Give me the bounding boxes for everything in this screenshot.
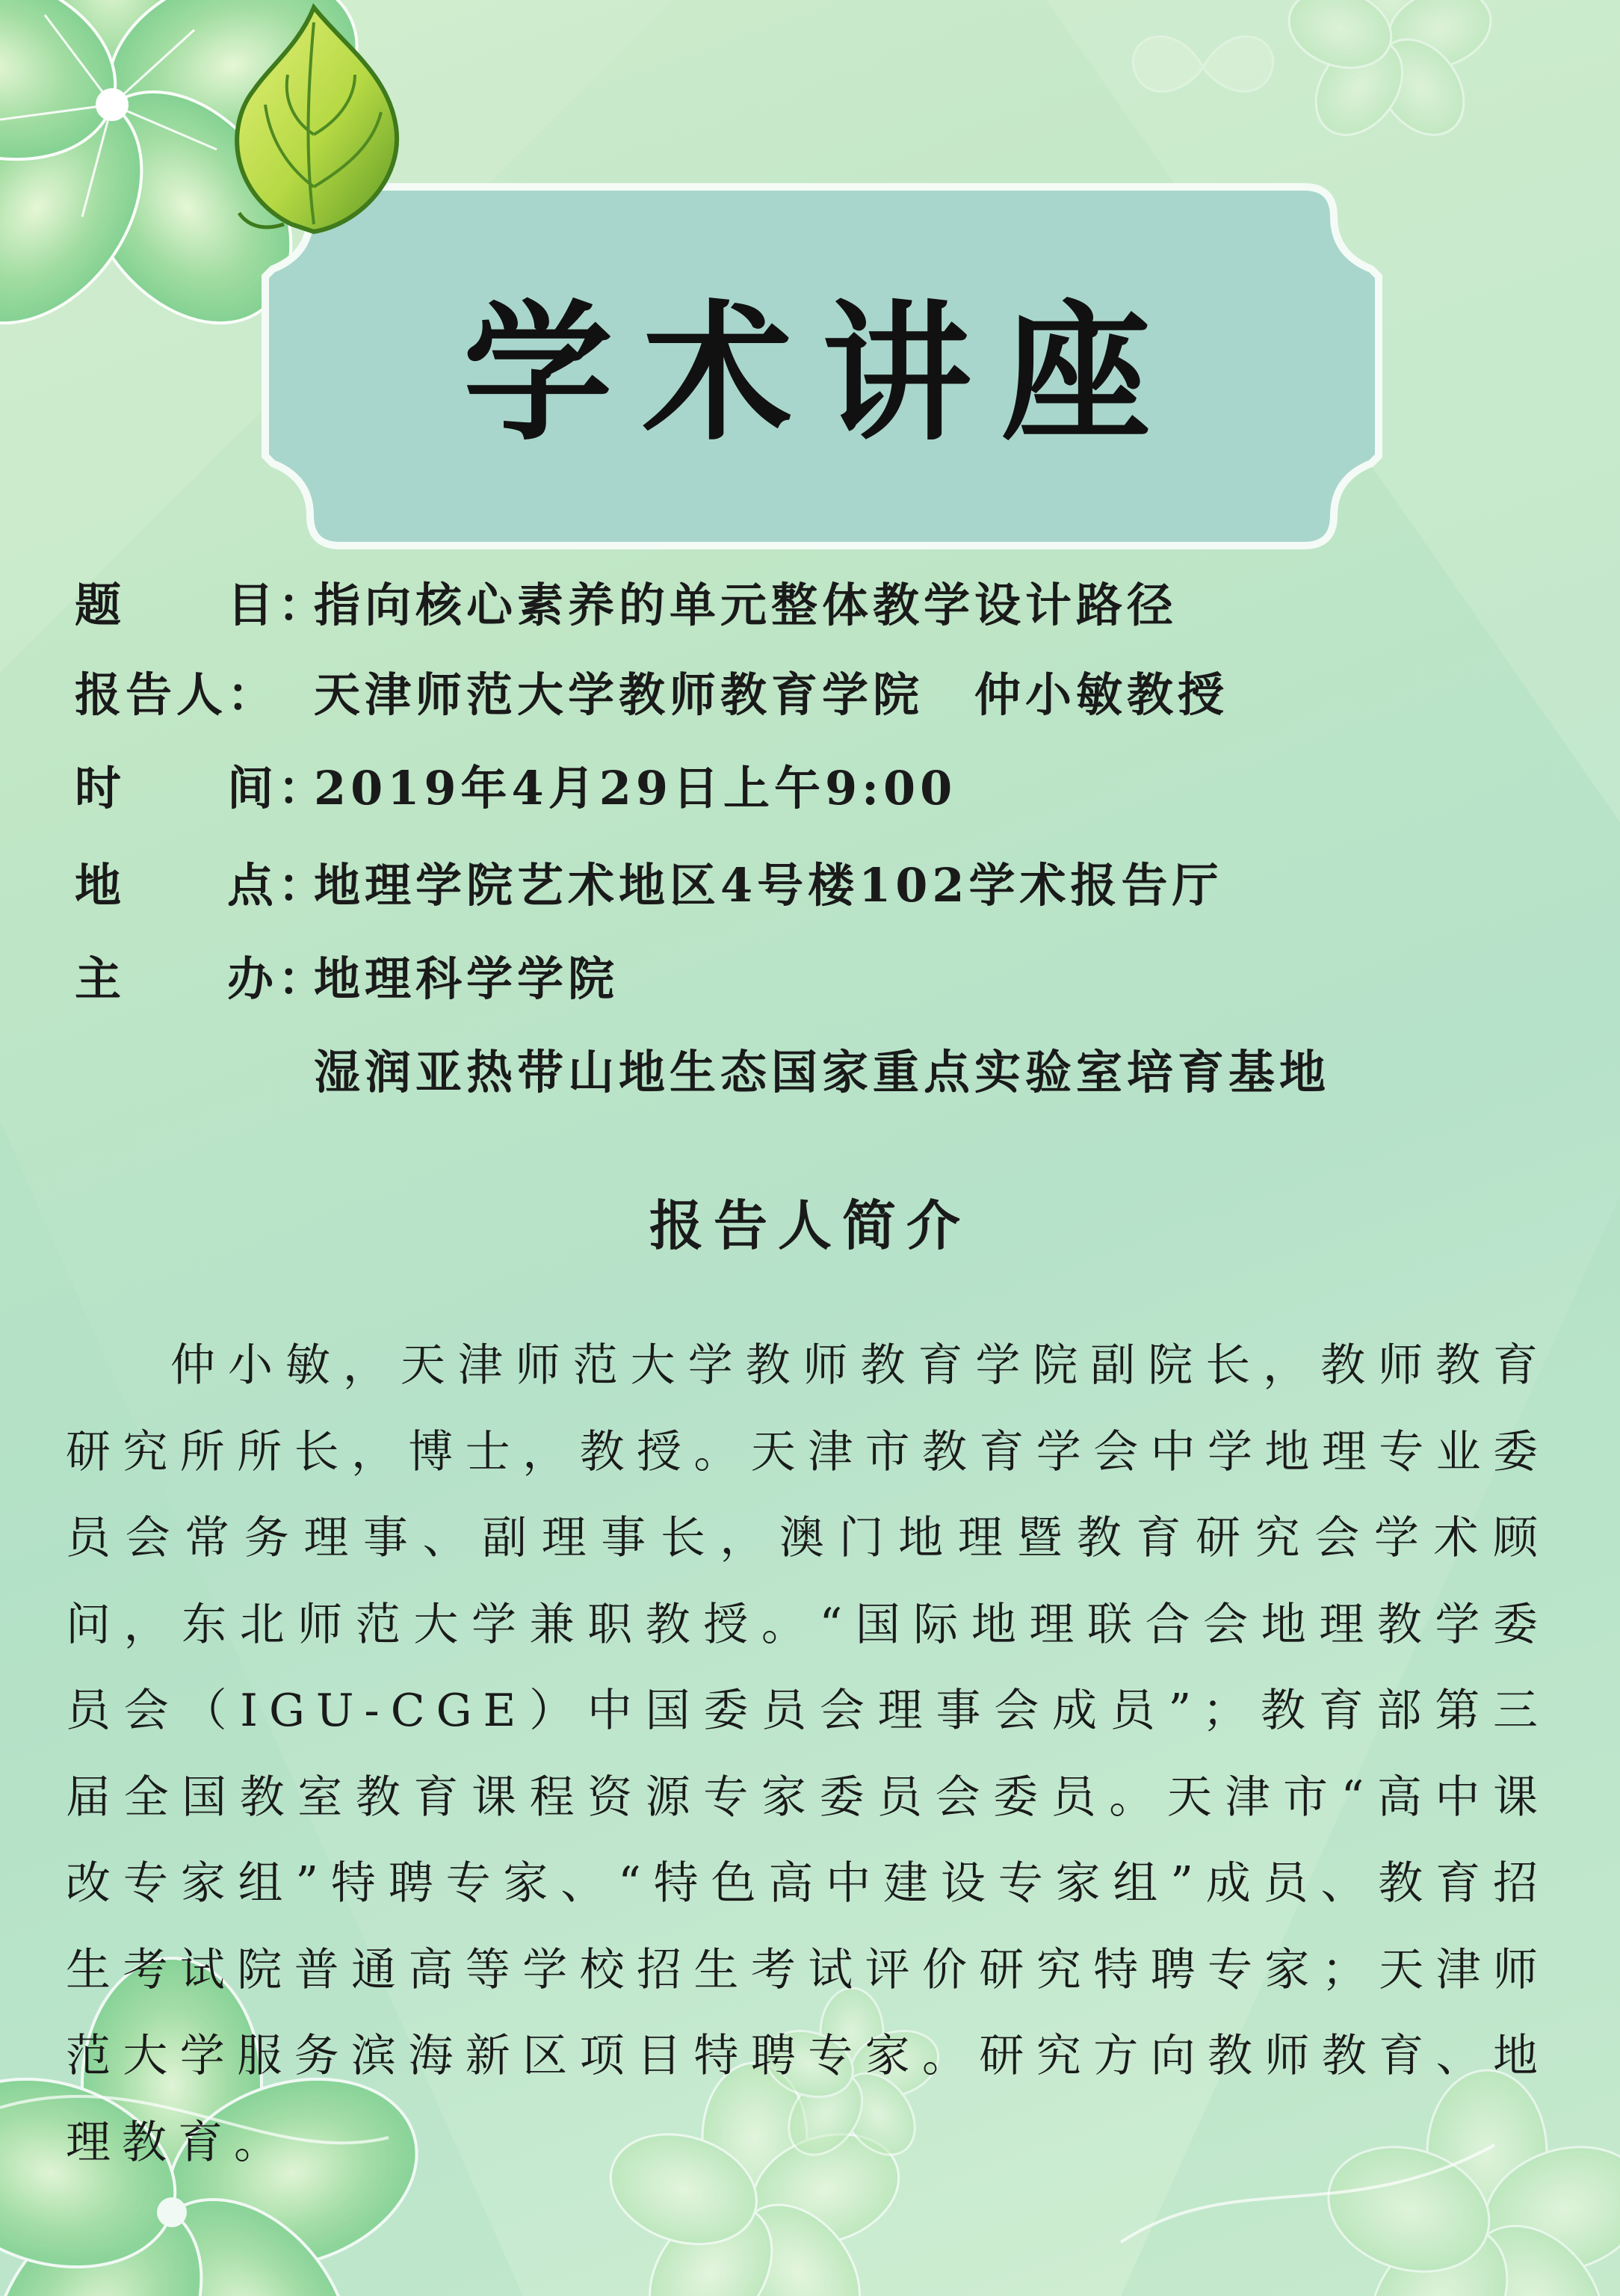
info-value: 2019年4月29日上午9:00: [314, 761, 957, 815]
bio-paragraph: 仲小敏，天津师范大学教师教育学院副院长，教师教育研究所所长，博士，教授。天津市教育学会中学地理专业委员会常务理事、副理事长，澳门地理暨教育研究会学术顾问，东北师范大学兼职教授。“国际地理联合会地理教学委员会（IGU-CGE）中国委员会理事会成员”；教育部第三届全国教室教育课程资源专家委员会委员。天津市“高中课改专家组”特聘专家、“特色高中建设专家组”成员、教育招生考试院普通高等学校招生考试评价研究特聘专家；天津师范大学服务滨海新区项目特聘专家。研究方向教师教育、地理教育。: [66, 1339, 1549, 2169]
info-label: 报告人：: [75, 667, 279, 722]
info-label: 题 目：: [75, 578, 330, 632]
info-value: 湿润亚热带山地生态国家重点实验室培育基地: [314, 1045, 1331, 1099]
info-value: 地理科学学院: [314, 951, 619, 1006]
info-value: 指向核心素养的单元整体教学设计路径: [314, 578, 1178, 632]
butterfly-icon: [202, 0, 418, 247]
info-label: 主 办：: [75, 951, 330, 1006]
info-value: 地理学院艺术地区4号楼102学术报告厅: [314, 858, 1223, 913]
info-label: 时 间：: [75, 761, 330, 815]
bio-heading: 报告人简介: [649, 1194, 971, 1257]
poster-title: 学术讲座: [463, 286, 1181, 461]
info-value: 天津师范大学教师教育学院 仲小敏教授: [314, 667, 1229, 722]
info-label: 地 点：: [75, 858, 330, 913]
